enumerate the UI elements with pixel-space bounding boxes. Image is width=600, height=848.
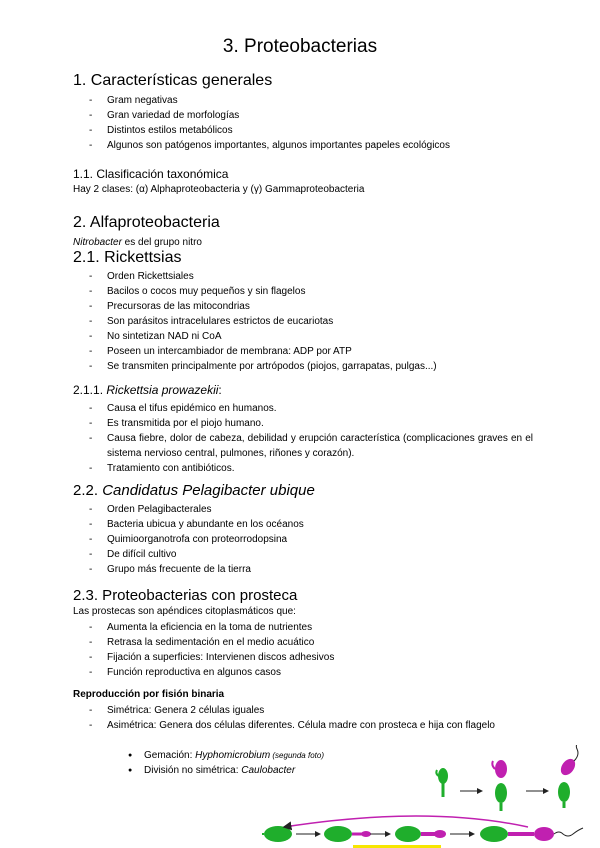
heading-pelagibacter <box>73 482 315 499</box>
list-item: - Retrasa la sedimentación en el medio acuático <box>73 635 533 650</box>
organism-name: Caulobacter <box>241 765 296 776</box>
clasificacion-text: Hay 2 clases: (α) Alphaproteobacteria y (γ) Gammaproteobacteria <box>73 184 365 195</box>
list-rickettsias <box>73 269 533 374</box>
elongating-cell-icon <box>324 826 371 842</box>
organism-name: Hyphomicrobium <box>195 750 271 761</box>
list-reproduccion <box>73 703 533 733</box>
prosteca-intro: Las prostecas son apéndices citoplasmáticos que: <box>73 606 296 617</box>
list-item: - Tratamiento con antibióticos. <box>73 461 533 476</box>
list-item: - Orden Rickettsiales <box>73 269 533 284</box>
sub-label: Gemación: <box>144 750 196 761</box>
heading-caracteristicas: 1. Características generales <box>73 72 273 89</box>
list-item: - Quimioorganotrofa con proteorrodopsina <box>73 532 533 547</box>
heading-alfaproteobacteria: 2. Alfaproteobacteria <box>73 214 220 231</box>
list-item: - Simétrica: Genera 2 células iguales <box>73 703 533 718</box>
return-arrow-icon <box>284 816 528 827</box>
sub-note: (segunda foto) <box>270 751 324 760</box>
nitrobacter-rest: es del grupo nitro <box>121 237 202 248</box>
list-pelagibacter <box>73 502 533 577</box>
list-item: - Gran variedad de morfologías <box>73 108 533 123</box>
predivisional-cell-icon <box>395 826 446 842</box>
list-item: - Es transmitida por el piojo humano. <box>73 416 533 431</box>
list-caracteristicas <box>73 93 533 153</box>
page-title: 3. Proteobacterias <box>222 36 378 57</box>
list-item: - Causa fiebre, dolor de cabeza, debilidad y erupción característica (complicaciones graves en el sistema nervioso central, pulmones, riñones y corazón). <box>73 431 533 461</box>
list-item: - Bacilos o cocos muy pequeños y sin flagelos <box>73 284 533 299</box>
heading-rickettsia-prowazekii <box>73 383 222 397</box>
budding-cell-icon <box>492 760 507 811</box>
list-item: - Bacteria ubicua y abundante en los océanos <box>73 517 533 532</box>
dividing-cell-icon <box>558 745 579 808</box>
list-item: - Grupo más frecuente de la tierra <box>73 562 533 577</box>
list-item: - Orden Pelagibacterales <box>73 502 533 517</box>
list-item: - Algunos son patógenos importantes, algunos importantes papeles ecológicos <box>73 138 533 153</box>
list-item: - Función reproductiva en algunos casos <box>73 665 533 680</box>
section-number: 2.1.1. <box>73 383 107 397</box>
heading-clasificacion: 1.1. Clasificación taxonómica <box>73 167 229 181</box>
list-item: - Poseen un intercambiador de membrana: ADP por ATP <box>73 344 533 359</box>
list-item: - De difícil cultivo <box>73 547 533 562</box>
swarmer-cell-icon <box>262 826 292 842</box>
list-item: - Son parásitos intracelulares estrictos de eucariotas <box>73 314 533 329</box>
section-number: 2.2. <box>73 482 103 499</box>
species-name: Rickettsia prowazekii <box>106 383 219 397</box>
caulobacter-cycle-figure <box>258 745 588 848</box>
list-item: - Gram negativas <box>73 93 533 108</box>
list-item: - Fijación a superficies: Intervienen discos adhesivos <box>73 650 533 665</box>
stalked-cell-icon <box>436 768 448 797</box>
list-item: - Causa el tifus epidémico en humanos. <box>73 401 533 416</box>
list-prosteca <box>73 620 533 680</box>
list-item: - Aumenta la eficiencia en la toma de nutrientes <box>73 620 533 635</box>
list-item: - Se transmiten principalmente por artrópodos (piojos, garrapatas, pulgas...) <box>73 359 533 374</box>
sub-label: División no simétrica: <box>144 765 242 776</box>
nitrobacter-name: Nitrobacter <box>73 237 122 248</box>
heading-reproduccion: Reproducción por fisión binaria <box>73 689 225 700</box>
heading-rickettsias: 2.1. Rickettsias <box>73 249 182 266</box>
list-item: - No sintetizan NAD ni CoA <box>73 329 533 344</box>
species-name: Candidatus Pelagibacter ubique <box>102 482 315 499</box>
late-division-cell-icon <box>480 826 583 842</box>
nitrobacter-text <box>73 237 202 248</box>
list-prowazekii <box>73 401 533 476</box>
list-item: - Distintos estilos metabólicos <box>73 123 533 138</box>
list-item: - Asimétrica: Genera dos células diferentes. Célula madre con prosteca e hija con flagelo <box>73 718 533 733</box>
list-item: - Precursoras de las mitocondrias <box>73 299 533 314</box>
heading-prosteca: 2.3. Proteobacterias con prosteca <box>73 587 298 604</box>
heading-suffix: : <box>218 383 222 397</box>
